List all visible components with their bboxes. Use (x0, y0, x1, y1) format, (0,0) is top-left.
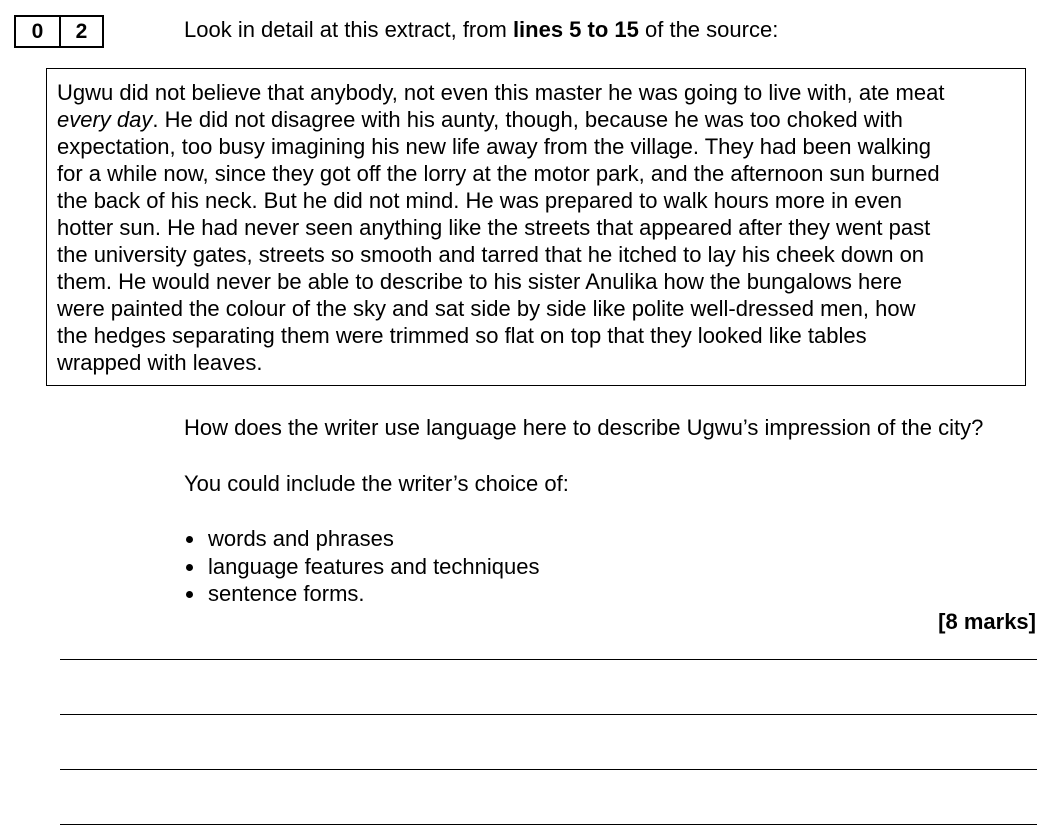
extract-line-5: the back of his neck. But he did not mind. He was prepared to walk hours more in even (57, 188, 903, 213)
choice-bullet-list (184, 525, 539, 608)
question-number-digit-2: 2 (59, 17, 102, 46)
extract-line-4: for a while now, since they got off the lorry at the motor park, and the afternoon sun burned (57, 161, 940, 186)
extract-line-2-rest: . He did not disagree with his aunty, though, because he was too choked with (152, 107, 903, 132)
bullet-item (184, 525, 539, 553)
extract-line-6: hotter sun. He had never seen anything like the streets that appeared after they went past (57, 215, 931, 240)
extract-line-11: wrapped with leaves. (57, 350, 263, 375)
intro-prefix: Look in detail at this extract, from (184, 17, 513, 42)
extract-line-8: them. He would never be able to describe to his sister Anulika how the bungalows here (57, 269, 903, 294)
bullet-text: sentence forms. (208, 581, 365, 606)
bullet-text: words and phrases (208, 526, 394, 551)
answer-line-1[interactable] (60, 659, 1037, 660)
question-number-digit-1: 0 (31, 19, 44, 43)
extract-line-9: were painted the colour of the sky and sat side by side like polite well-dressed men, how (57, 296, 916, 321)
question-text: How does the writer use language here to describe Ugwu’s impression of the city? (184, 415, 984, 440)
answer-line-4[interactable] (60, 824, 1037, 825)
answer-line-2[interactable] (60, 714, 1037, 715)
extract-line-1: Ugwu did not believe that anybody, not even this master he was going to live with, ate meat (57, 80, 945, 105)
intro-line-range: lines 5 to 15 (512, 17, 639, 42)
answer-line-3[interactable] (60, 769, 1037, 770)
bullet-item (184, 580, 539, 608)
extract-line-7: the university gates, streets so smooth and tarred that he itched to lay his cheek down on (57, 242, 925, 267)
bullet-icon (186, 564, 193, 571)
extract-line-10: the hedges separating them were trimmed so flat on top that they looked like tables (57, 323, 867, 348)
question-number-box (14, 15, 104, 48)
bullet-icon (186, 591, 193, 598)
extract-line-2 (57, 106, 1015, 133)
marks-label: [8 marks] (938, 609, 1036, 634)
intro-suffix: of the source: (638, 17, 779, 42)
bullet-item (184, 553, 539, 581)
bullet-text: language features and techniques (208, 553, 540, 579)
source-extract-box (46, 68, 1026, 386)
extract-italic-phrase: every day (57, 107, 153, 132)
bullet-icon (186, 536, 193, 543)
extract-line-3: expectation, too busy imagining his new life away from the village. They had been walking (57, 134, 931, 159)
question-intro (184, 15, 778, 45)
include-prompt: You could include the writer’s choice of: (184, 471, 569, 496)
